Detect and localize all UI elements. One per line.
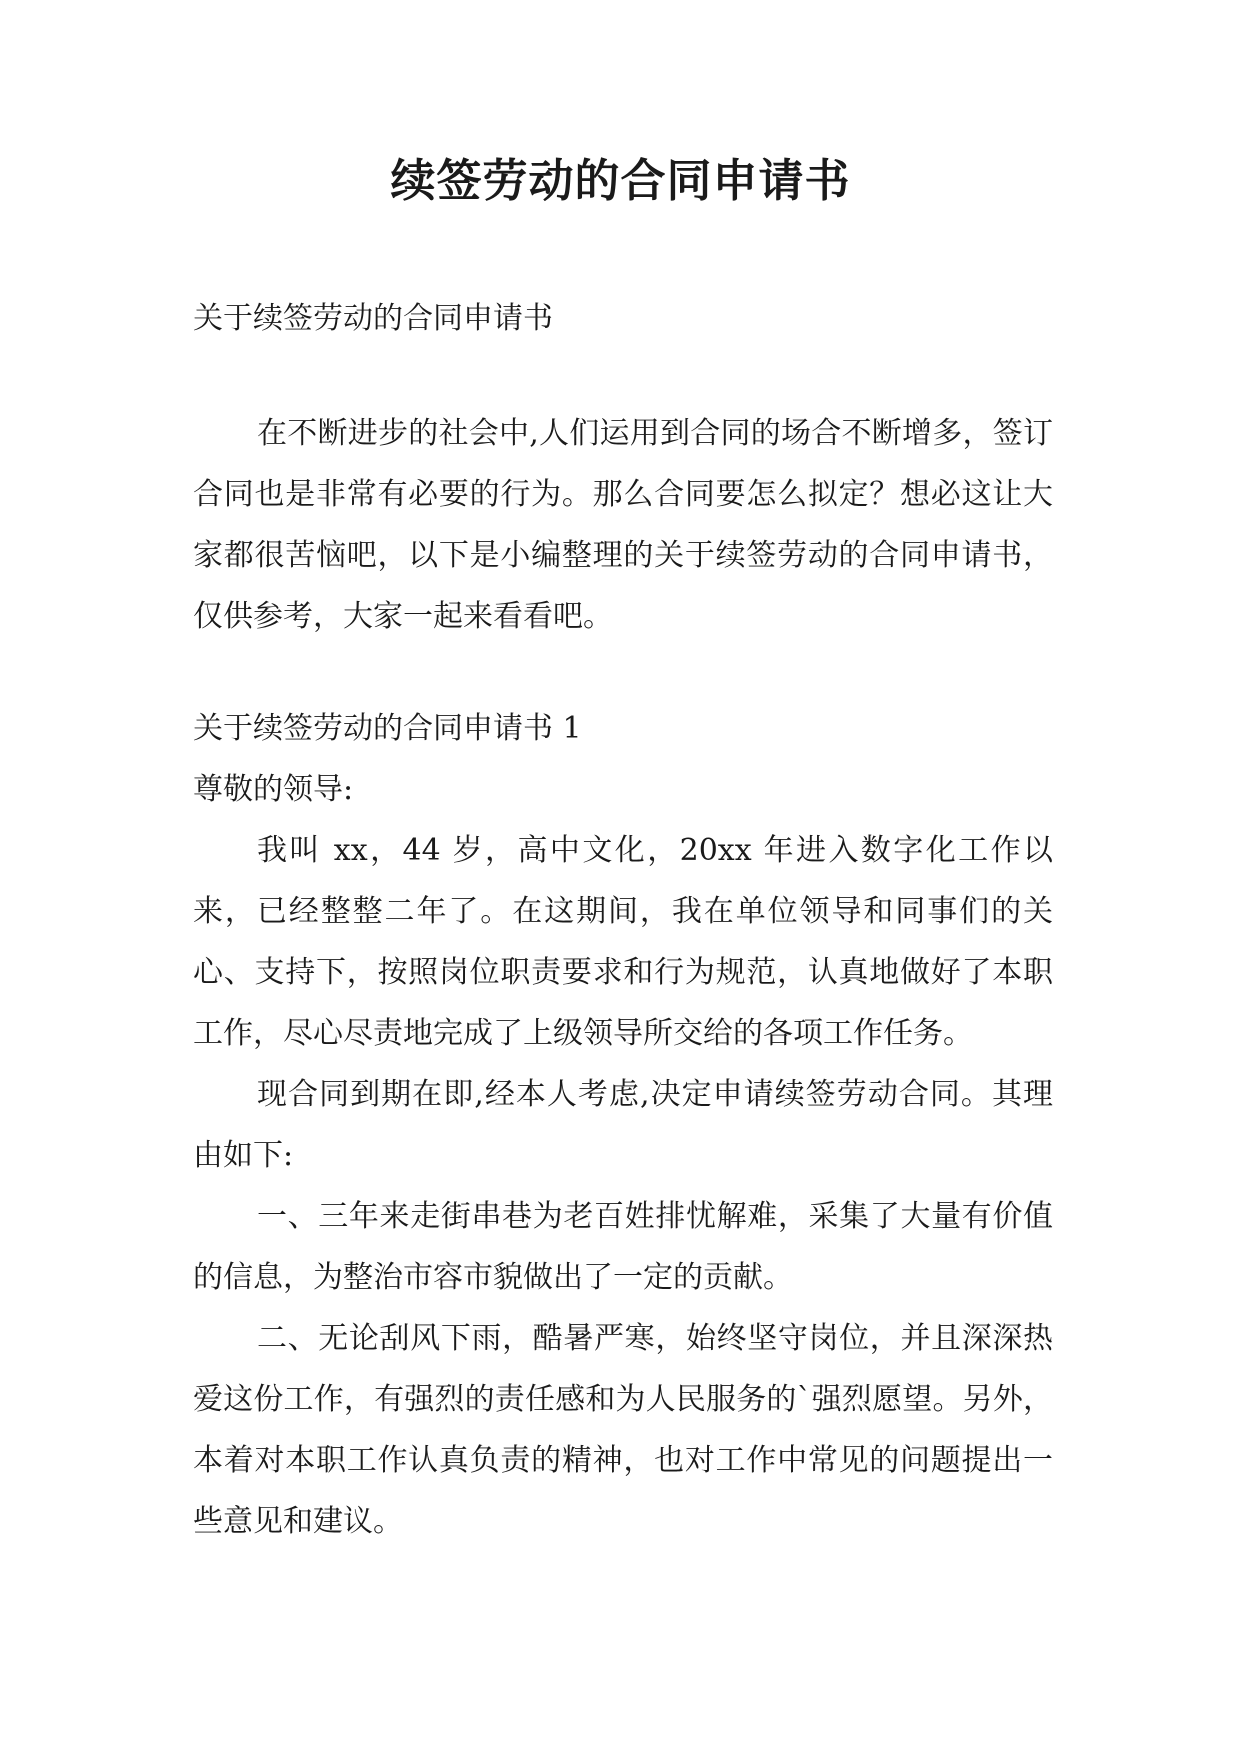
body-paragraph: 一、三年来走街串巷为老百姓排忧解难，采集了大量有价值的信息，为整治市容市貌做出了一定的贡献。 <box>193 1199 1053 1295</box>
section-1 <box>193 698 1053 1552</box>
body-paragraph: 我叫 xx，44 岁，高中文化，20xx 年进入数字化工作以来，已经整整二年了。在这期间，我在单位领导和同事们的关心、支持下，按照岗位职责要求和行为规范，认真地做好了本职工作，尽心尽责地完成了上级领导所交给的各项工作任务。 <box>193 833 1053 1051</box>
document-subtitle: 关于续签劳动的合同申请书 <box>193 301 553 336</box>
body-paragraph: 二、无论刮风下雨，酷暑严寒，始终坚守岗位，并且深深热爱这份工作，有强烈的责任感和为人民服务的`强烈愿望。另外，本着对本职工作认真负责的精神，也对工作中常见的问题提出一些意见和建议。 <box>193 1321 1053 1539</box>
intro-paragraph: 在不断进步的社会中,人们运用到合同的场合不断增多，签订合同也是非常有必要的行为。那么合同要怎么拟定？想必这让大家都很苦恼吧，以下是小编整理的关于续签劳动的合同申请书，仅供参考，大家一起来看看吧。 <box>193 416 1053 634</box>
body-paragraph: 现合同到期在即,经本人考虑,决定申请续签劳动合同。其理由如下: <box>193 1077 1053 1173</box>
section-heading: 关于续签劳动的合同申请书 1 <box>193 711 582 746</box>
document-title: 续签劳动的合同申请书 <box>390 154 851 207</box>
salutation: 尊敬的领导: <box>193 772 354 807</box>
